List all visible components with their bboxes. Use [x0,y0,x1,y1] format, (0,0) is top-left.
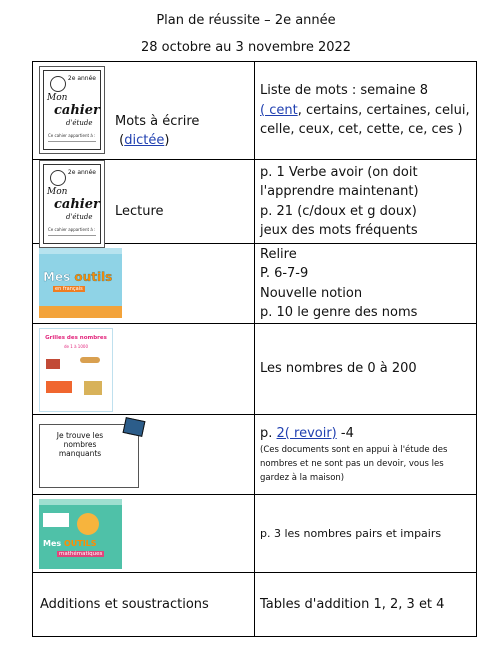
mes-outils-francais-image: Mes outils en français [39,248,122,318]
cahier-cover-image: 2e année Mon cahier d'étude Ce cahier appartient à : [39,160,105,248]
row-label: Mots à écrire (dictée) [115,114,200,148]
table-row [33,415,477,495]
revoir-link[interactable]: 2( revoir) [276,425,337,441]
table-row [33,62,477,160]
book-icon [123,417,146,437]
row-label: Additions et soustractions [40,597,209,612]
plan-table [32,61,477,637]
table-row [33,495,477,573]
table-row [33,160,477,244]
sun-icon [50,76,66,92]
row-label-cell [33,495,255,573]
table-row [33,244,477,324]
row-content-cell: Les nombres de 0 à 200 [255,324,477,415]
row-content-cell: p. 3 les nombres pairs et impairs [255,495,477,573]
cent-link[interactable]: ( cent [260,102,298,118]
table-row [33,324,477,415]
sun-icon [50,170,66,186]
row-label: Lecture [115,204,164,219]
row-content-cell: Liste de mots : semaine 8 ( cent, certains, certaines, celui, celle, ceux, cet, cette, ce, ces ) [255,62,477,160]
row-label-cell [33,324,255,415]
page-title: Plan de réussite – 2e année [156,13,336,28]
dictee-link[interactable]: dictée [124,133,165,148]
mes-outils-maths-image: Mes OUTILS mathématiques [39,499,122,569]
row-content-cell: Tables d'addition 1, 2, 3 et 4 [255,573,477,637]
note-text: (Ces documents sont en appui à l'étude des nombres et ne sont pas un devoir, vous les gardez à la maison) [260,445,448,484]
character-icon [77,513,99,535]
row-content-cell: p. 2( revoir) -4 (Ces documents sont en appui à l'étude des nombres et ne sont pas un devoir, vous les gardez à la maison) [255,415,477,495]
row-content-cell: Relire P. 6-7-9 Nouvelle notion p. 10 le genre des noms [255,244,477,324]
date-range: 28 octobre au 3 novembre 2022 [140,40,352,55]
grilles-des-nombres-image: Grilles des nombres de 1 à 1000 [39,328,113,412]
row-label-cell [33,244,255,324]
cahier-cover-image: 2e année Mon cahier d'étude Ce cahier appartient à : [39,66,105,154]
row-label-cell [33,573,255,637]
row-content-cell: p. 1 Verbe avoir (on doit l'apprendre maintenant) p. 21 (c/doux et g doux) jeux des mots fréquents [255,160,477,244]
table-row [33,573,477,637]
row-label-cell [33,160,255,244]
row-label-cell [33,415,255,495]
je-trouve-nombres-image: Je trouve les nombres manquants [39,424,139,488]
row-label-cell [33,62,255,160]
